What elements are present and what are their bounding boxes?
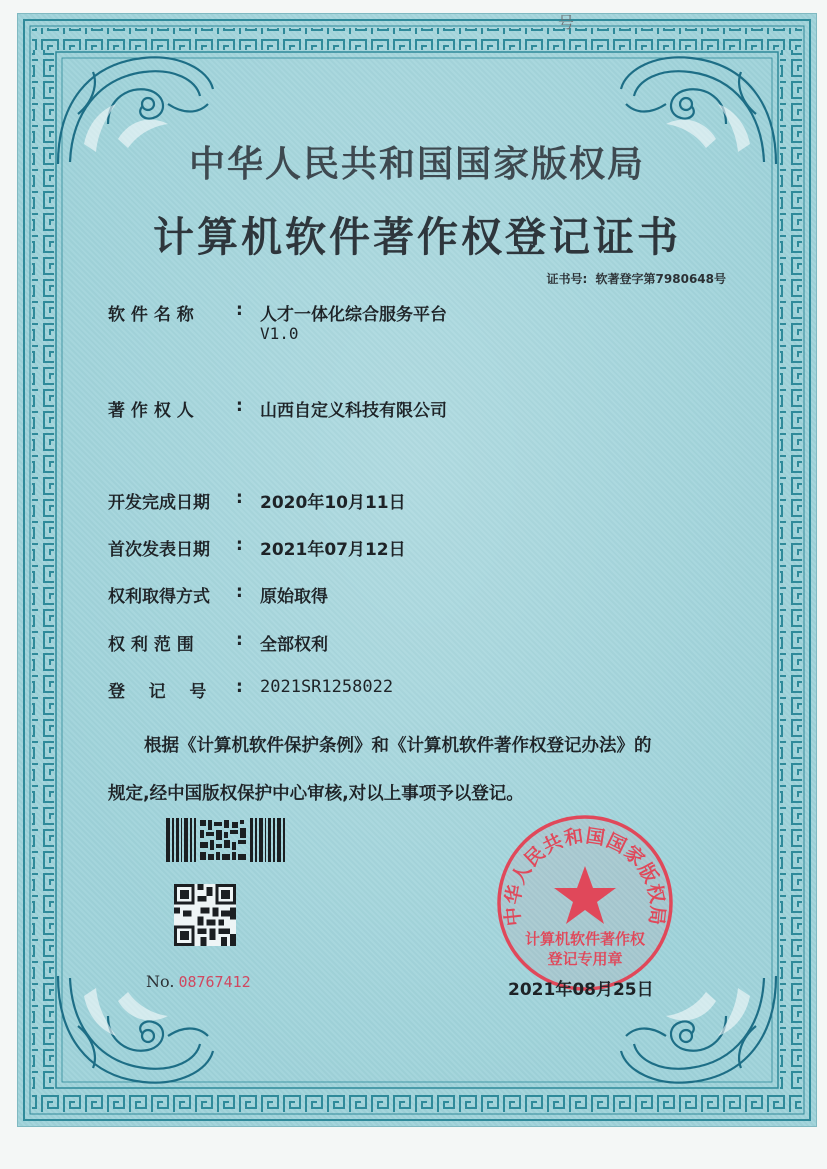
seal-line-2: 登记专用章 (547, 950, 623, 968)
certificate-sheet (18, 14, 816, 1126)
serial-label: No. (146, 972, 175, 991)
field-value: 原始取得 (260, 587, 328, 607)
field-value: 2021SR1258022 (260, 677, 394, 697)
software-version: V1.0 (260, 324, 299, 343)
statement-line-2: 规定,经中国版权保护中心审核,对以上事项予以登记。 (108, 784, 524, 804)
issue-date: 2021年08月25日 (508, 980, 654, 1000)
field-label: 首次发表日期 (108, 540, 210, 560)
seal-ring-text: 中华人民共和国国家版权局 (501, 824, 669, 927)
field-value: 山西自定义科技有限公司 (260, 401, 447, 421)
issuer-title: 中华人民共和国国家版权局 (188, 144, 645, 185)
field-colon: : (236, 677, 243, 697)
pencil-mark: 号 (558, 13, 575, 32)
statement-line-1: 根据《计算机软件保护条例》和《计算机软件著作权登记办法》的 (144, 736, 652, 756)
field-colon: : (236, 535, 243, 555)
field-value: 全部权利 (260, 635, 328, 655)
certificate-number-label: 证书号: (546, 272, 588, 286)
field-colon: : (236, 630, 243, 650)
field-label: 软 件 名 称 (108, 305, 194, 325)
certificate-number (543, 270, 726, 287)
seal-line-1: 计算机软件著作权 (524, 930, 646, 948)
field-colon: : (236, 396, 243, 416)
qr-code (174, 884, 236, 946)
official-seal (494, 812, 676, 994)
field-value: 2021年07月12日 (260, 540, 406, 560)
field-label: 权利取得方式 (108, 587, 210, 607)
barcode (166, 818, 288, 862)
serial-value: 08767412 (178, 973, 251, 991)
document-title: 计算机软件著作权登记证书 (153, 213, 681, 261)
field-label: 登 记 号 (108, 682, 207, 702)
field-colon: : (236, 582, 243, 602)
field-value: 人才一体化综合服务平台 (260, 305, 447, 325)
field-label: 开发完成日期 (108, 493, 210, 513)
field-label: 著 作 权 人 (108, 401, 194, 421)
field-colon: : (236, 488, 243, 508)
certificate-number-value: 软著登字第7980648号 (595, 272, 726, 286)
serial-number (146, 972, 251, 991)
field-value: 2020年10月11日 (260, 493, 406, 513)
field-colon: : (236, 300, 243, 320)
field-label: 权 利 范 围 (108, 635, 194, 655)
